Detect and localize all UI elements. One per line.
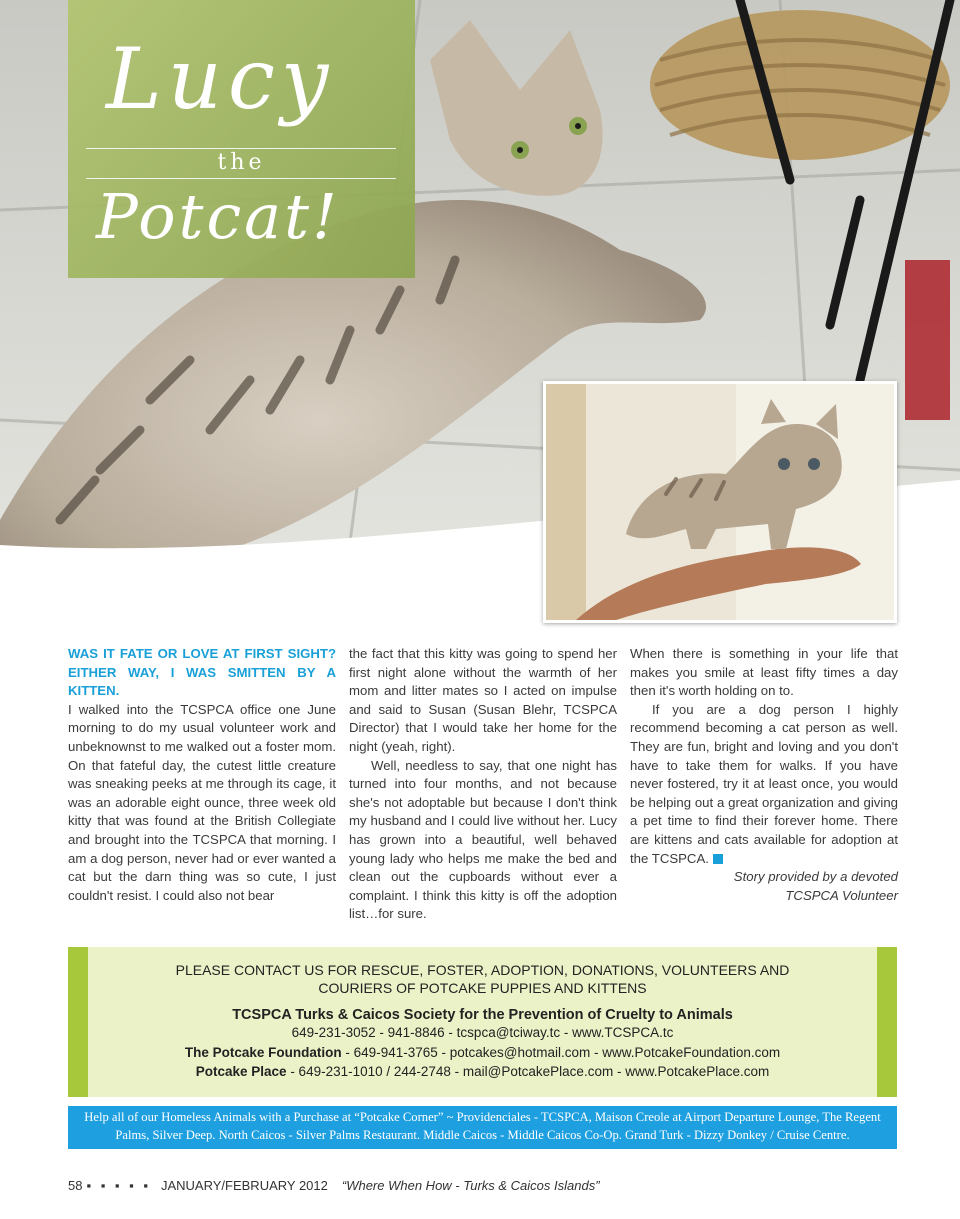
article-paragraph-text: If you are a dog person I highly recommend becoming a cat person as well. They are fun, bright and loving and you don't have to take them for walks. If you have never fostered, try it at least once, you would be helping out a great organization and giving a pet time to find their forever home. There are kittens and cats available for adoption at the TCSPCA. — [630, 701, 898, 866]
contact-content — [108, 961, 857, 1082]
title-sub: Potcat! — [96, 180, 340, 253]
credit-line-2: TCSPCA Volunteer — [785, 887, 898, 903]
page-footer — [68, 1178, 600, 1193]
footer-dots: ▪ ▪ ▪ ▪ ▪ — [86, 1178, 151, 1193]
title-main: Lucy — [106, 30, 335, 128]
issue-date: JANUARY/FEBRUARY 2012 — [160, 1178, 328, 1193]
story-credit — [630, 868, 898, 905]
magazine-name: “Where When How - Turks & Caicos Islands” — [341, 1178, 600, 1193]
contact-heading-1: PLEASE CONTACT US FOR RESCUE, FOSTER, ADOPTION, DONATIONS, VOLUNTEERS AND — [175, 962, 790, 978]
contact-heading-2: COURIERS OF POTCAKE PUPPIES AND KITTENS — [318, 980, 647, 996]
article-column-2 — [349, 645, 617, 924]
contact-bar-right — [877, 947, 897, 1097]
foundation-name: The Potcake Foundation — [184, 1044, 342, 1060]
title-panel — [68, 0, 415, 278]
end-mark-icon — [713, 854, 723, 864]
article-lead: WAS IT FATE OR LOVE AT FIRST SIGHT? EITHER WAY, I WAS SMITTEN BY A KITTEN. — [68, 646, 336, 699]
credit-line-1: Story provided by a devoted — [733, 869, 898, 885]
place-info: - 649-231-1010 / 244-2748 - mail@PotcakePlace.com - www.PotcakePlace.com — [286, 1064, 770, 1079]
article-paragraph — [630, 701, 898, 868]
contact-box — [68, 947, 897, 1097]
rope-post — [650, 10, 950, 160]
tcspca-name: TCSPCA Turks & Caicos Society for the Prevention of Cruelty to Animals — [232, 1007, 733, 1023]
article-column-1 — [68, 645, 336, 905]
tcspca-contact-line[interactable]: 649-231-3052 - 941-8846 - tcspca@tciway.tc - www.TCSPCA.tc — [291, 1025, 674, 1040]
title-rule-top — [86, 148, 396, 149]
foundation-contact-line[interactable] — [108, 1043, 857, 1063]
article-paragraph: I walked into the TCSPCA office one June morning to do my usual volunteer work and unbeknownst to me walked out a foster mom. On that fateful day, the cutest little creature was sneaking peeks at me through its cage, it was an adorable eight ounce, three week old kitty that was found at the British Collegiate and brought into the TCSPCA that morning. I am a dog person, never had or ever wanted a cat but the darn thing was so cute, I just couldn't resist. I could also not bear — [68, 701, 336, 903]
article-paragraph: When there is something in your life that makes you smile at least fifty times a day then it's worth holding on to. — [630, 646, 898, 699]
title-the: the — [217, 150, 266, 175]
potcake-place-contact-line[interactable] — [108, 1062, 857, 1082]
article-paragraph: the fact that this kitty was going to spend her first night alone without the warmth of her mom and litter mates so I acted on impulse and said to Susan (Susan Blehr, TCSPCA Director) that I would take her home for the night (yeah, right). — [349, 646, 617, 754]
potcake-corner-banner: Help all of our Homeless Animals with a Purchase at “Potcake Corner” ~ Providenciales - TCSPCA, Maison Creole at Airport Departure Lounge, The Regent Palms, Silver Deep. North Caicos - Silver Palms Restaurant. Middle Caicos - Middle Caicos Co-Op. Grand Turk - Dizzy Donkey / Cruise Centre. — [68, 1106, 897, 1149]
page-number: 58 — [68, 1178, 83, 1193]
title-rule-bottom — [86, 178, 396, 179]
article-column-3 — [630, 645, 898, 905]
kitten-illustration — [546, 384, 894, 620]
article-paragraph: Well, needless to say, that one night has turned into four months, and not because she's not adoptable but because I don't think my husband and I could live without her. Lucy has grown into a beautiful, well behaved young lady who helps me make the bed and clean out the cupboards without ever a complaint. I think this kitty is off the adoption list…for sure. — [349, 757, 617, 922]
foundation-info: - 649-941-3765 - potcakes@hotmail.com - www.PotcakeFoundation.com — [341, 1044, 781, 1060]
kitten-inset-photo — [543, 381, 897, 623]
place-name: Potcake Place — [195, 1064, 287, 1079]
contact-bar-left — [68, 947, 88, 1097]
